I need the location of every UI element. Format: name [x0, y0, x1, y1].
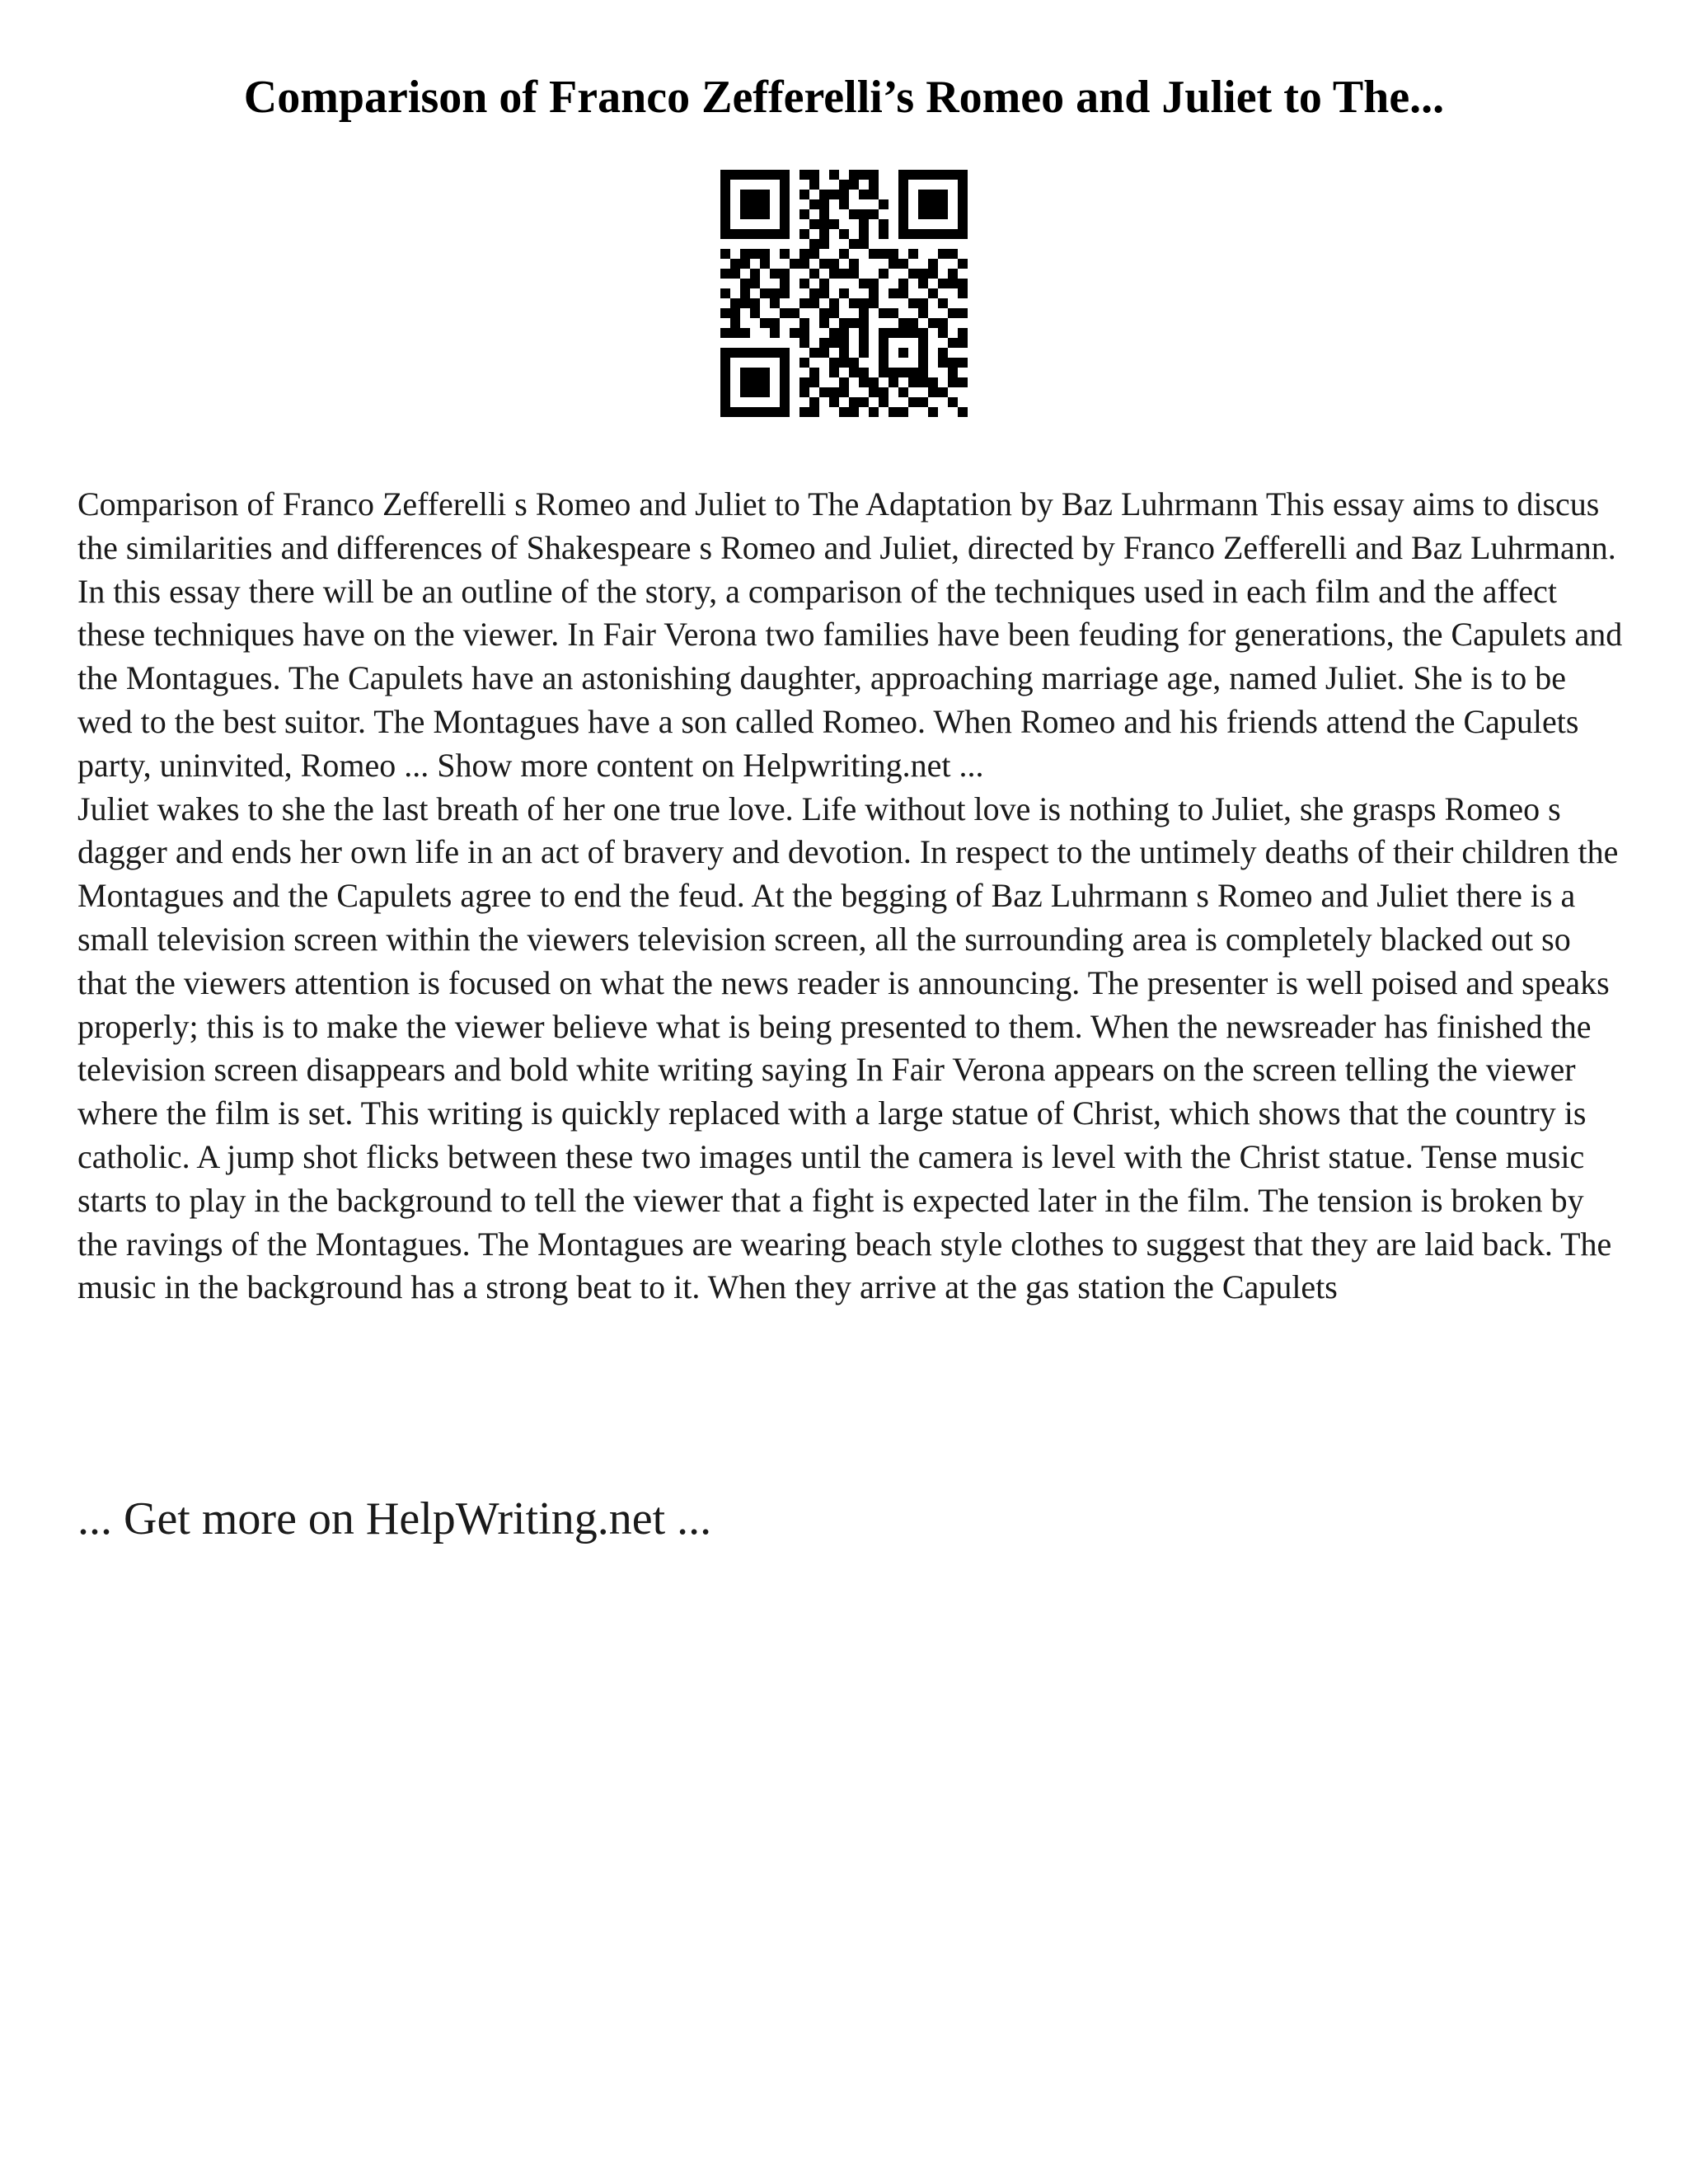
essay-body [77, 483, 1627, 1310]
essay-paragraph-continued: Juliet wakes to she the last breath of her one true love. Life without love is nothing to Juliet, she grasps Romeo s dagger and ends her own life in an act of bravery and devotion. In respect to the untimely deaths of their children the Montagues and the Capulets agree to end the feud. At the begging of Baz Luhrmann s Romeo and Juliet there is a small television screen within the viewers television screen, all the surrounding area is completely blacked out so that the viewers attention is focused on what the news reader is announcing. The presenter is well poised and speaks properly; this is to make the viewer believe what is being presented to them. When the newsreader has finished the television screen disappears and bold white writing saying In Fair Verona appears on the screen telling the viewer where the film is set. This writing is quickly replaced with a large statue of Christ, which shows that the country is catholic. A jump shot flicks between these two images until the camera is level with the Christ statue. Tense music starts to play in the background to tell the viewer that a fight is expected later in the film. The tension is broken by the ravings of the Montagues. The Montagues are wearing beach style clothes to suggest that they are laid back. The music in the background has a strong beat to it. When they arrive at the gas station the Capulets [77, 790, 1619, 1306]
qr-code-icon [720, 170, 968, 417]
page-title: Comparison of Franco Zefferelli’s Romeo and Juliet to The... [243, 71, 1445, 123]
get-more-link[interactable]: ... Get more on HelpWriting.net ... [77, 1493, 712, 1544]
essay-paragraph-intro: Comparison of Franco Zefferelli s Romeo and Juliet to The Adaptation by Baz Luhrmann This essay aims to discus the similarities and differences of Shakespeare s Romeo and Juliet, directed by Franco Zefferelli and Baz Luhrmann. In this essay there will be an outline of the story, a comparison of the techniques used in each film and the affect these techniques have on the viewer. In Fair Verona two families have been feuding for generations, the Capulets and the Montagues. The Capulets have an astonishing daughter, approaching marriage age, named Juliet. She is to be wed to the best suitor. The Montagues have a son called Romeo. When Romeo and his friends attend the Capulets party, uninvited, Romeo ... Show more content on Helpwriting.net ... [77, 485, 1623, 784]
